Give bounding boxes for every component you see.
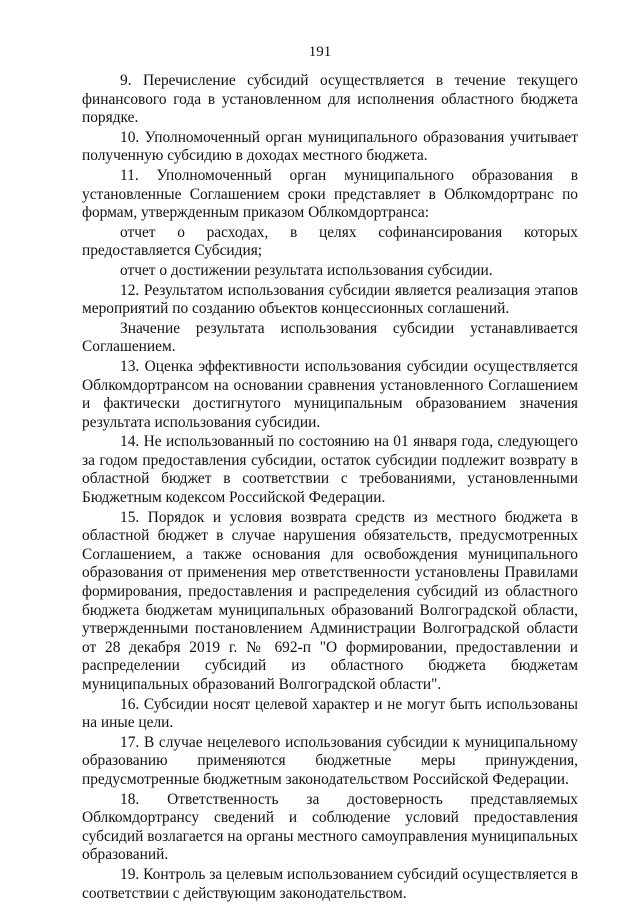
paragraph-11-item-expense-report: отчет о расходах, в целях софинансирования которых предоставляется Субсидия; — [82, 223, 578, 260]
paragraph-16: 16. Субсидии носят целевой характер и не могут быть использованы на иные цели. — [82, 695, 578, 732]
paragraph-12: 12. Результатом использования субсидии является реализация этапов мероприятий по созданию объектов концессионных соглашений. — [82, 281, 578, 318]
paragraph-17: 17. В случае нецелевого использования субсидии к муниципальному образованию применяются бюджетные меры принуждения, предусмотренные бюджетным законодательством Российской Федерации. — [82, 733, 578, 788]
paragraph-14: 14. Не использованный по состоянию на 01 января года, следующего за годом предоставления субсидии, остаток субсидии подлежит возврату в областной бюджет в соответствии с требованиями, установленными Бюджетным кодексом Российской Федерации. — [82, 433, 578, 507]
paragraph-13: 13. Оценка эффективности использования субсидии осуществляется Облкомдортрансом на основании сравнения установленного Соглашением и фактически достигнутого муниципальным образованием значения результата использования субсидии. — [82, 357, 578, 431]
paragraph-18: 18. Ответственность за достоверность представляемых Облкомдортрансу сведений и соблюдение условий предоставления субсидий возлагается на органы местного самоуправления муниципальных образований. — [82, 790, 578, 864]
paragraph-11: 11. Уполномоченный орган муниципального образования в установленные Соглашением сроки представляет в Облкомдортранс по формам, утвержденным приказом Облкомдортранса: — [82, 166, 578, 222]
paragraph-19: 19. Контроль за целевым использованием субсидий осуществляется в соответствии с действующим законодательством. — [82, 865, 578, 902]
paragraph-12-value: Значение результата использования субсидии устанавливается Соглашением. — [82, 319, 578, 356]
paragraph-11-item-result-report: отчет о достижении результата использования субсидии. — [120, 261, 493, 279]
paragraph-10: 10. Уполномоченный орган муниципального образования учитывает полученную субсидию в доходах местного бюджета. — [82, 128, 578, 165]
paragraph-9: 9. Перечисление субсидий осуществляется в течение текущего финансового года в установленном для исполнения областного бюджета порядке. — [82, 72, 578, 127]
page-number: 191 — [308, 44, 332, 60]
document-body — [82, 72, 578, 904]
paragraph-15: 15. Порядок и условия возврата средств из местного бюджета в областной бюджет в случае нарушения обязательств, предусмотренных Соглашением, а также основания для освобождения муниципального образования от применения мер ответственности установлены Правилами формирования, предоставления и распределения субсидий из областного бюджета бюджетам муниципальных образований Волгоградской области, утвержденными постановлением Администрации Волгоградской области от 28 декабря 2019 г. № 692-п "О формировании, предоставлении и распределении субсидий из областного бюджета бюджетам муниципальных образований Волгоградской области". — [82, 508, 578, 693]
